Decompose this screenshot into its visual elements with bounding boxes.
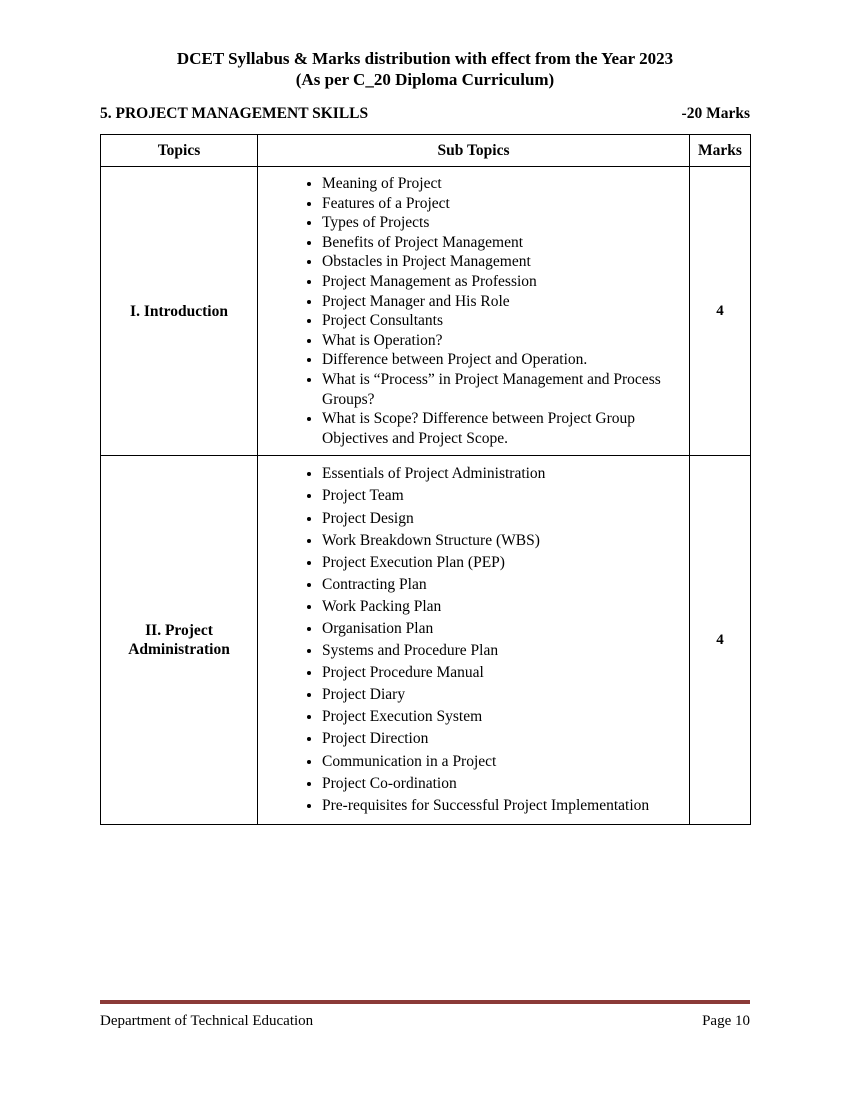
subtopic-item: • Project Execution System xyxy=(322,706,685,728)
subtopic-item: • Organisation Plan xyxy=(322,618,685,640)
marks-cell: 4 xyxy=(690,167,751,456)
subtopic-item: • Systems and Procedure Plan xyxy=(322,640,685,662)
table-header-row xyxy=(101,135,751,167)
column-header-topics: Topics xyxy=(101,135,258,167)
subtopic-item: • Project Procedure Manual xyxy=(322,662,685,684)
footer-department: Department of Technical Education xyxy=(100,1013,314,1029)
page-footer xyxy=(100,1013,750,1030)
subtopic-item: • Features of a Project xyxy=(322,194,685,214)
section-marks: -20 Marks xyxy=(681,105,750,122)
topic-cell: II. Project Administration xyxy=(101,456,258,825)
subtopic-item: • Difference between Project and Operation. xyxy=(322,350,685,370)
table-row xyxy=(101,456,751,825)
subtopic-item: • Project Team xyxy=(322,485,685,507)
subtopic-item: • Project Consultants xyxy=(322,311,685,331)
subtopics-cell xyxy=(258,167,690,456)
syllabus-table-body xyxy=(101,167,751,825)
subtopic-item: • Work Packing Plan xyxy=(322,596,685,618)
subtopic-item: • Project Manager and His Role xyxy=(322,292,685,312)
section-heading: 5. PROJECT MANAGEMENT SKILLS xyxy=(100,105,369,122)
subtopic-item: • What is Scope? Difference between Project Group Objectives and Project Scope. xyxy=(322,409,685,448)
subtopic-item: • Work Breakdown Structure (WBS) xyxy=(322,530,685,552)
section-heading-row xyxy=(100,105,750,123)
subtopic-item: • Types of Projects xyxy=(322,213,685,233)
footer-page-number: Page 10 xyxy=(702,1013,750,1029)
subtopic-item: • Project Co-ordination xyxy=(322,773,685,795)
subtopic-item: • Project Design xyxy=(322,508,685,530)
subtopic-item: • Project Diary xyxy=(322,684,685,706)
subtopics-list xyxy=(258,463,685,817)
subtopic-item: • Contracting Plan xyxy=(322,574,685,596)
document-title xyxy=(0,0,850,90)
topic-cell: I. Introduction xyxy=(101,167,258,456)
subtopics-cell xyxy=(258,456,690,825)
marks-cell: 4 xyxy=(690,456,751,825)
subtopic-item: • Project Management as Profession xyxy=(322,272,685,292)
subtopics-list xyxy=(258,174,685,448)
subtopic-item: • Meaning of Project xyxy=(322,174,685,194)
subtopic-item: • Obstacles in Project Management xyxy=(322,252,685,272)
subtopic-item: • Project Direction xyxy=(322,728,685,750)
subtopic-item: • What is Operation? xyxy=(322,331,685,351)
column-header-marks: Marks xyxy=(690,135,751,167)
syllabus-table xyxy=(100,134,751,825)
subtopic-item: • Communication in a Project xyxy=(322,751,685,773)
table-row xyxy=(101,167,751,456)
document-title-line1: DCET Syllabus & Marks distribution with effect from the Year 2023 xyxy=(176,49,674,68)
column-header-subtopics: Sub Topics xyxy=(258,135,690,167)
subtopic-item: • Project Execution Plan (PEP) xyxy=(322,552,685,574)
subtopic-item: • Pre-requisites for Successful Project Implementation xyxy=(322,795,685,817)
subtopic-item: • Benefits of Project Management xyxy=(322,233,685,253)
document-title-line2: (As per C_20 Diploma Curriculum) xyxy=(295,70,555,89)
footer-rule xyxy=(100,1000,750,1004)
subtopic-item: • What is “Process” in Project Management and Process Groups? xyxy=(322,370,685,409)
subtopic-item: • Essentials of Project Administration xyxy=(322,463,685,485)
